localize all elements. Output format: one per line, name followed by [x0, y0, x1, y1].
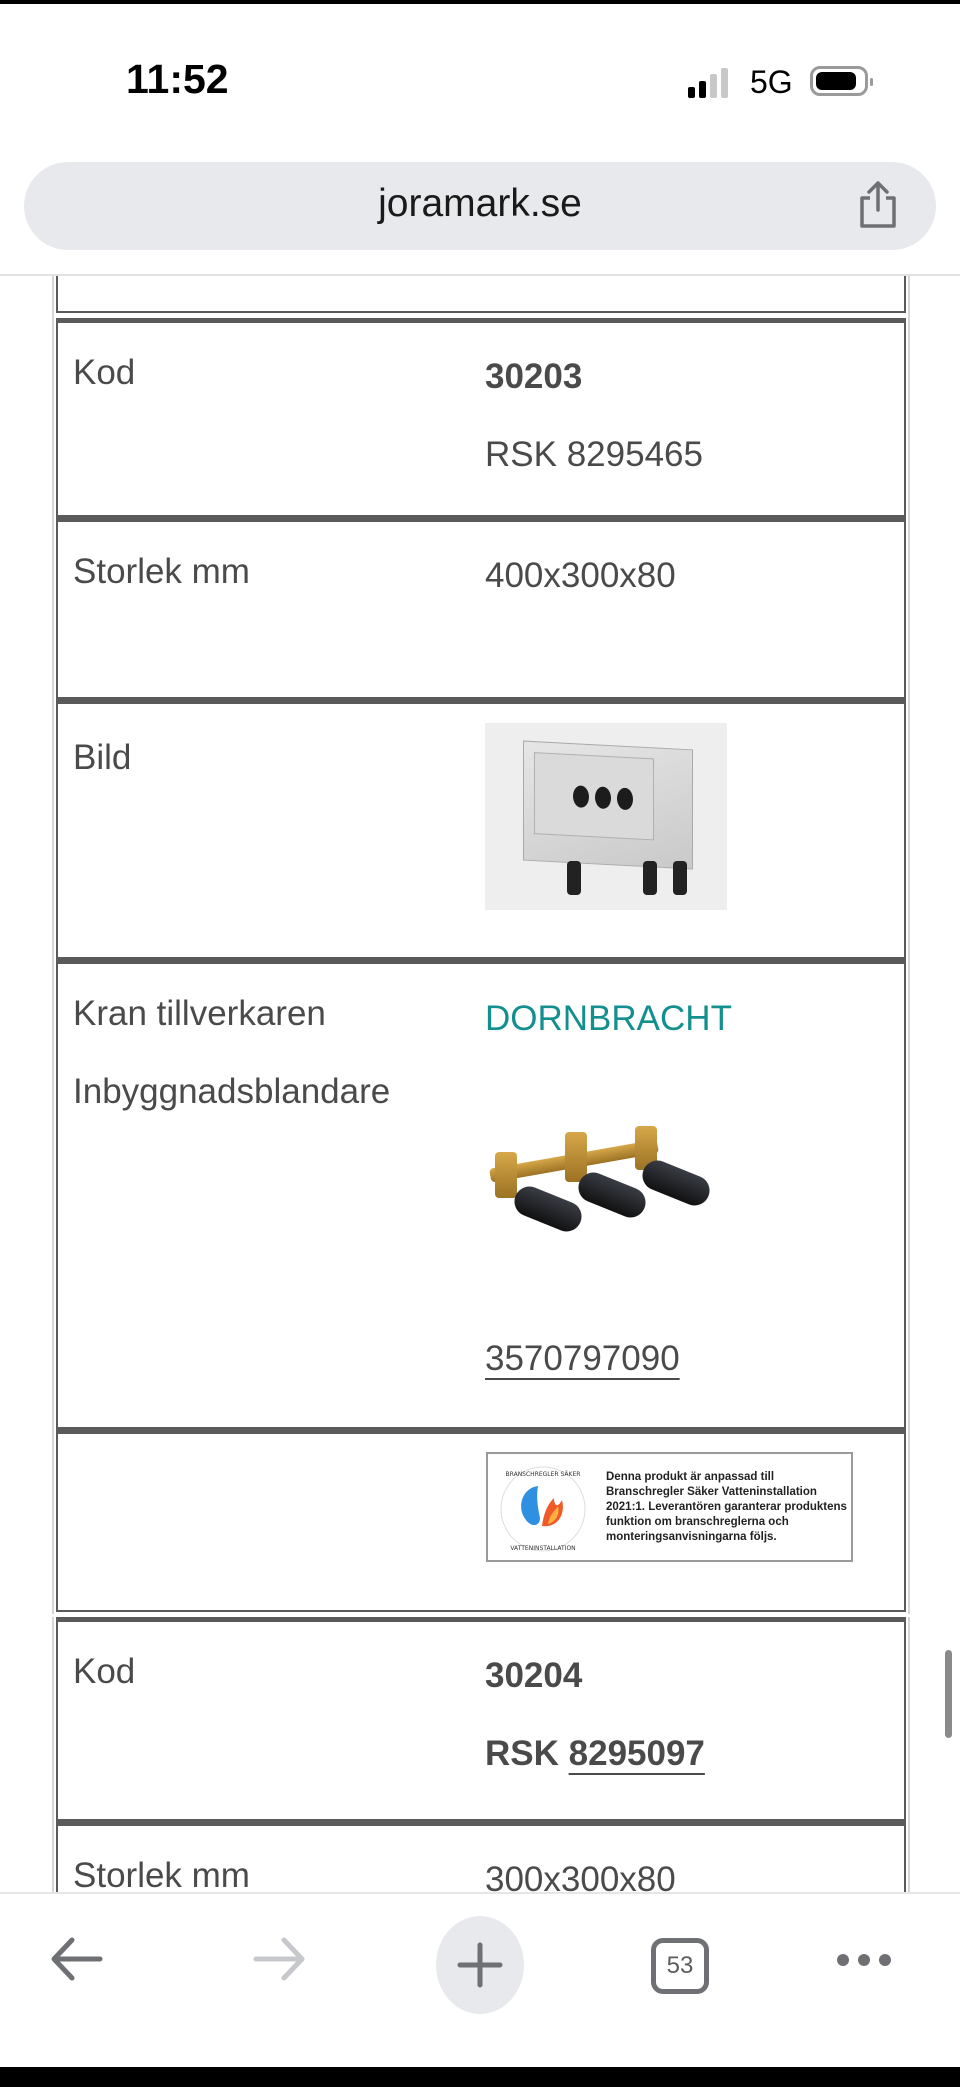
svg-text:BRANSCHREGLER SÄKER: BRANSCHREGLER SÄKER [505, 1471, 581, 1478]
label-kod: Kod [73, 353, 136, 392]
network-type: 5G [750, 64, 793, 100]
product-code: 30203 [485, 357, 583, 396]
certificate-badge [486, 1452, 853, 1562]
certificate-text: Denna produkt är anpassad till Branschregler Säker Vatteninstallation 2021:1. Leverantören garanterar produktens funktion om branschreglerna och monteringsanvisningarna följs. [606, 1471, 847, 1543]
share-icon[interactable] [856, 180, 900, 230]
label-storlek: Storlek mm [73, 552, 250, 591]
rsk-number [485, 1734, 705, 1774]
rsk-link[interactable]: 8295097 [568, 1734, 705, 1773]
article-number-link[interactable]: 3570797090 [485, 1339, 680, 1378]
table-row-storlek [56, 517, 906, 699]
product-code: 30204 [485, 1656, 583, 1695]
label-kod: Kod [73, 1652, 136, 1691]
label-bild: Bild [73, 738, 132, 777]
svg-text:VATTENINSTALLATION: VATTENINSTALLATION [510, 1545, 576, 1552]
mixer-image[interactable] [485, 1124, 745, 1244]
plus-icon [456, 1941, 504, 1989]
table-row-previous [56, 276, 906, 313]
arrow-right-icon[interactable] [250, 1934, 308, 1984]
label-storlek: Storlek mm [73, 1856, 250, 1892]
table-row-kran [56, 959, 906, 1429]
product-table-30204 [52, 1617, 910, 1892]
brand-link-dornbracht[interactable]: DORNBRACHT [485, 999, 732, 1038]
status-bar [0, 4, 960, 144]
scrollbar[interactable] [945, 1650, 952, 1738]
new-tab-button[interactable] [436, 1916, 524, 2014]
rsk-number [485, 435, 703, 475]
arrow-left-icon[interactable] [48, 1934, 106, 1984]
rsk-prefix: RSK [485, 435, 557, 474]
label-kran-tillverkaren: Kran tillverkaren [73, 994, 326, 1033]
battery-icon [810, 66, 868, 96]
sakervatten-seal-icon [498, 1464, 588, 1554]
tab-count-button[interactable]: 53 [651, 1938, 709, 1994]
product-image[interactable] [485, 723, 727, 910]
size-value: 400x300x80 [485, 556, 676, 595]
browser-toolbar [0, 1892, 960, 2067]
table-row-kod [56, 1617, 906, 1821]
table-row-certificate [56, 1429, 906, 1612]
rsk-value: 8295465 [566, 435, 703, 474]
address-bar[interactable] [24, 162, 936, 250]
signal-icon [688, 68, 732, 98]
page-content [0, 276, 960, 1892]
ellipsis-icon[interactable] [836, 1952, 892, 1968]
product-table-30203 [52, 276, 910, 1614]
bottom-edge [0, 2067, 960, 2087]
table-row-storlek [56, 1821, 906, 1892]
clock: 11:52 [126, 56, 229, 102]
size-value: 300x300x80 [485, 1860, 676, 1892]
label-inbyggnadsblandare: Inbyggnadsblandare [73, 1072, 391, 1111]
table-row-kod [56, 318, 906, 517]
rsk-prefix: RSK [485, 1734, 559, 1773]
table-row-bild [56, 699, 906, 959]
url-text[interactable]: joramark.se [378, 182, 582, 225]
